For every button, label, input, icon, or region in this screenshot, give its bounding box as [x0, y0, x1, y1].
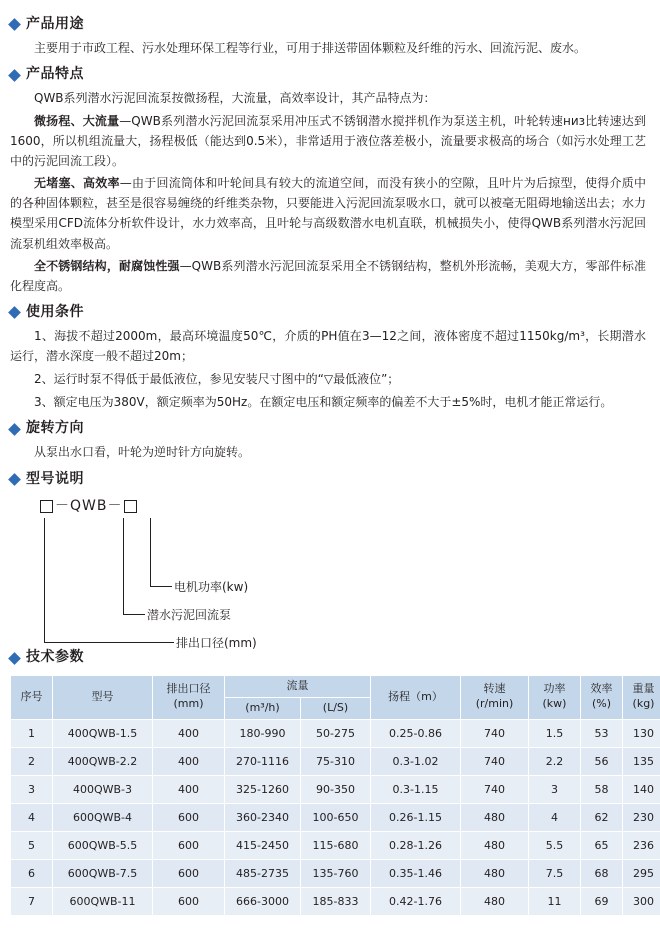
table-cell: 480 [461, 803, 529, 831]
specs-table-body [11, 719, 660, 915]
table-cell: 140 [623, 775, 660, 803]
table-cell: 600QWB-11 [53, 887, 153, 915]
table-cell: 90-350 [301, 775, 371, 803]
leader-line-pump-vertical [123, 518, 124, 614]
table-cell: 400 [153, 747, 225, 775]
section-header-features [10, 64, 650, 86]
table-cell: 480 [461, 831, 529, 859]
table-cell: 0.26-1.15 [371, 803, 461, 831]
table-cell: 600QWB-7.5 [53, 859, 153, 887]
th-power-label: 功率 [530, 682, 579, 697]
diamond-bullet-icon [8, 18, 21, 31]
table-cell: 295 [623, 859, 660, 887]
leader-line-outlet-horizontal [44, 642, 174, 643]
feature-lead: 全不锈钢结构，耐腐蚀性强 [34, 259, 180, 273]
table-cell: 1 [11, 719, 53, 747]
section-header-model [10, 469, 650, 491]
table-cell: 135 [623, 747, 660, 775]
table-header-row-1 [11, 675, 660, 697]
feature-item [10, 173, 650, 254]
table-cell: 600QWB-5.5 [53, 831, 153, 859]
table-cell: 485-2735 [225, 859, 301, 887]
table-cell: 135-760 [301, 859, 371, 887]
th-flow: 流量 [225, 675, 371, 697]
diamond-bullet-icon [8, 423, 21, 436]
model-label-outlet: 排出口径(mm) [176, 634, 257, 653]
table-row [11, 803, 660, 831]
table-cell: 0.35-1.46 [371, 859, 461, 887]
section-header-specs [10, 647, 650, 669]
leader-line-power-vertical [150, 518, 151, 586]
feature-lead: 无堵塞、高效率 [34, 176, 120, 190]
table-cell: 740 [461, 747, 529, 775]
model-box-power [124, 500, 137, 513]
condition-item: 1、海拔不超过2000m，最高环境温度50℃，介质的PH值在3—12之间，液体密度不超过1150kg/m³，长期潜水运行，潜水深度一般不超过20m； [10, 326, 650, 367]
table-cell: 3 [11, 775, 53, 803]
table-cell: 100-650 [301, 803, 371, 831]
table-cell: 7.5 [529, 859, 581, 887]
table-cell: 115-680 [301, 831, 371, 859]
table-cell: 325-1260 [225, 775, 301, 803]
table-row [11, 775, 660, 803]
table-cell: 58 [581, 775, 623, 803]
table-cell: 270-1116 [225, 747, 301, 775]
table-cell: 56 [581, 747, 623, 775]
th-outlet [153, 675, 225, 719]
section-title-usage: 产品用途 [26, 14, 84, 36]
table-cell: 600 [153, 803, 225, 831]
feature-text: —QWB系列潜水污泥回流泵采用冲压式不锈钢潜水搅拌机作为泵送主机，叶轮转速низ比转速达到1600，所以机组流量大，扬程极低（能达到0.5米），非常适用于液位落差极小，流量要求极高的场合（如污水处理工艺中的污泥回流工段）。 [10, 114, 646, 168]
th-weight [623, 675, 660, 719]
table-cell: 740 [461, 719, 529, 747]
th-speed [461, 675, 529, 719]
table-cell: 69 [581, 887, 623, 915]
table-cell: 68 [581, 859, 623, 887]
table-cell: 53 [581, 719, 623, 747]
table-cell: 4 [11, 803, 53, 831]
section-title-model: 型号说明 [26, 469, 84, 491]
section-title-conditions: 使用条件 [26, 302, 84, 324]
table-cell: 130 [623, 719, 660, 747]
diamond-bullet-icon [8, 473, 21, 486]
table-cell: 0.28-1.26 [371, 831, 461, 859]
table-cell: 11 [529, 887, 581, 915]
th-outlet-unit: (mm) [154, 697, 223, 712]
rotation-paragraph: 从泵出水口看，叶轮为逆时针方向旋转。 [10, 442, 650, 463]
th-power-unit: (kw) [530, 697, 579, 712]
table-cell: 2.2 [529, 747, 581, 775]
table-cell: 400 [153, 719, 225, 747]
th-weight-label: 重量 [624, 682, 660, 697]
leader-line-outlet-vertical [44, 518, 45, 642]
table-cell: 5.5 [529, 831, 581, 859]
table-cell: 0.3-1.02 [371, 747, 461, 775]
table-cell: 65 [581, 831, 623, 859]
leader-line-pump-horizontal [123, 614, 145, 615]
th-weight-unit: (kg) [624, 697, 660, 712]
th-eff-unit: (%) [582, 697, 621, 712]
feature-lead: 微扬程、大流量 [34, 114, 119, 128]
features-intro: QWB系列潜水污泥回流泵按微扬程，大流量，高效率设计，其产品特点为： [10, 88, 650, 109]
specs-table [10, 675, 660, 916]
table-cell: 480 [461, 859, 529, 887]
table-cell: 415-2450 [225, 831, 301, 859]
model-code-prefix: －QWB－ [55, 498, 122, 514]
section-title-features: 产品特点 [26, 64, 84, 86]
table-cell: 6 [11, 859, 53, 887]
table-row [11, 719, 660, 747]
th-head: 扬程（m） [371, 675, 461, 719]
feature-item [10, 256, 650, 296]
table-cell: 400 [153, 775, 225, 803]
model-code-diagram [10, 496, 650, 641]
section-header-conditions [10, 302, 650, 324]
table-cell: 600 [153, 859, 225, 887]
th-outlet-label: 排出口径 [154, 682, 223, 697]
table-cell: 3 [529, 775, 581, 803]
table-cell: 400QWB-2.2 [53, 747, 153, 775]
th-flow-ls: (L/S) [301, 697, 371, 719]
table-cell: 4 [529, 803, 581, 831]
table-cell: 1.5 [529, 719, 581, 747]
table-cell: 7 [11, 887, 53, 915]
th-eff-label: 效率 [582, 682, 621, 697]
model-box-outlet [40, 500, 53, 513]
table-cell: 5 [11, 831, 53, 859]
table-cell: 400QWB-1.5 [53, 719, 153, 747]
table-cell: 360-2340 [225, 803, 301, 831]
table-cell: 50-275 [301, 719, 371, 747]
table-cell: 0.25-0.86 [371, 719, 461, 747]
table-cell: 600 [153, 831, 225, 859]
table-cell: 185-833 [301, 887, 371, 915]
table-cell: 75-310 [301, 747, 371, 775]
th-speed-label: 转速 [462, 682, 527, 697]
section-title-specs: 技术参数 [26, 647, 84, 669]
table-row [11, 859, 660, 887]
table-cell: 400QWB-3 [53, 775, 153, 803]
table-cell: 740 [461, 775, 529, 803]
section-header-rotation [10, 418, 650, 440]
table-row [11, 747, 660, 775]
table-cell: 480 [461, 887, 529, 915]
section-title-rotation: 旋转方向 [26, 418, 84, 440]
condition-item: 2、运行时泵不得低于最低液位，参见安装尺寸图中的“▽最低液位”； [10, 369, 650, 390]
th-no: 序号 [11, 675, 53, 719]
feature-text: —由于回流筒体和叶轮间具有较大的流道空间，而没有狭小的空隙，且叶片为后掠型，使得介质中的各种固体颗粒，甚至是很容易缠绕的纤维类杂物，只要能进入污泥回流泵吸水口，就可以被毫无阻碍地输送出去；水力模型采用CFD流体分析软件设计，水力效率高，且叶轮与高级数潜水电机直联，机械损失小，使得QWB系列潜水污泥回流泵机组效率极高。 [10, 176, 646, 250]
diamond-bullet-icon [8, 69, 21, 82]
model-label-pump: 潜水污泥回流泵 [147, 606, 231, 625]
table-cell: 0.42-1.76 [371, 887, 461, 915]
leader-line-power-horizontal [150, 586, 172, 587]
th-eff [581, 675, 623, 719]
table-cell: 0.3-1.15 [371, 775, 461, 803]
th-model: 型号 [53, 675, 153, 719]
table-cell: 300 [623, 887, 660, 915]
table-row [11, 887, 660, 915]
model-code-line [38, 496, 139, 518]
th-speed-unit: (r/min) [462, 697, 527, 712]
section-header-usage [10, 14, 650, 36]
table-cell: 600QWB-4 [53, 803, 153, 831]
table-row [11, 831, 660, 859]
th-power [529, 675, 581, 719]
usage-paragraph: 主要用于市政工程、污水处理环保工程等行业，可用于排送带固体颗粒及纤维的污水、回流污泥、废水。 [10, 38, 650, 59]
table-cell: 2 [11, 747, 53, 775]
feature-text: —QWB系列潜水污泥回流泵采用全不锈钢结构，整机外形流畅，美观大方，零部件标准化程度高。 [10, 259, 646, 293]
condition-item: 3、额定电压为380V，额定频率为50Hz。在额定电压和额定频率的偏差不大于±5%时，电机才能正常运行。 [10, 392, 650, 413]
diamond-bullet-icon [8, 307, 21, 320]
diamond-bullet-icon [8, 652, 21, 665]
th-flow-m3h: (m³/h) [225, 697, 301, 719]
table-cell: 180-990 [225, 719, 301, 747]
table-cell: 62 [581, 803, 623, 831]
table-cell: 600 [153, 887, 225, 915]
table-cell: 666-3000 [225, 887, 301, 915]
table-cell: 236 [623, 831, 660, 859]
model-label-power: 电机功率(kw) [174, 578, 248, 597]
feature-item [10, 111, 650, 171]
table-cell: 230 [623, 803, 660, 831]
